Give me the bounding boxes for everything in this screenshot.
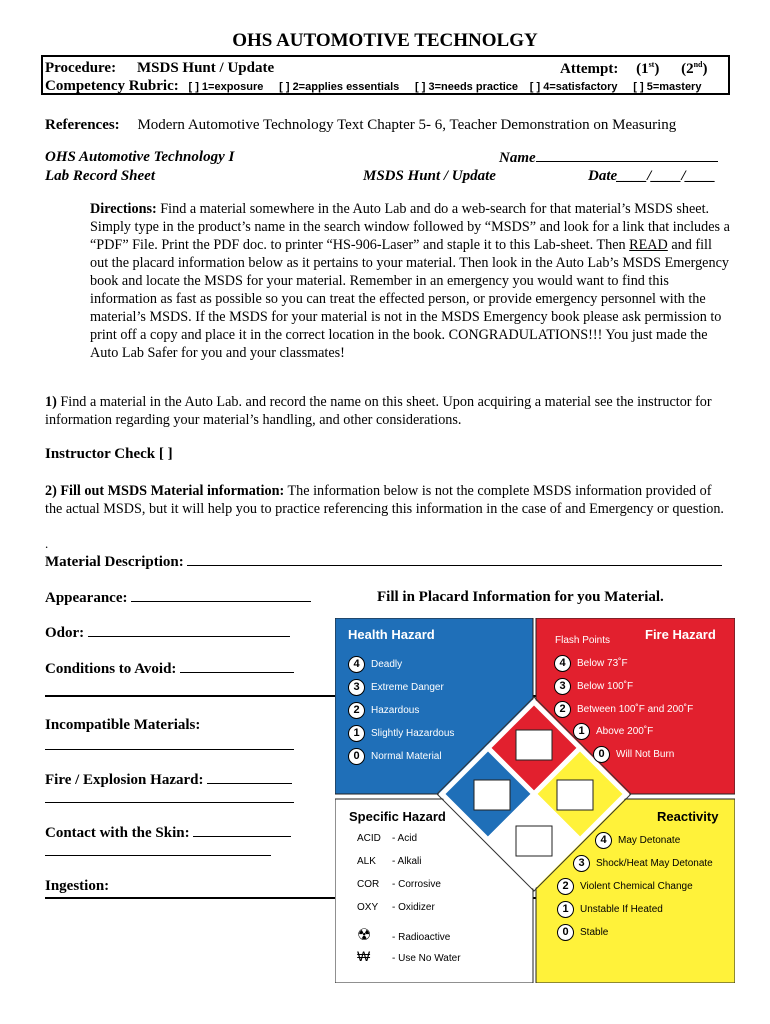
- appearance-field: [45, 589, 311, 607]
- skin-blank[interactable]: [193, 824, 291, 837]
- rubric-option-4[interactable]: [ ] 4=satisfactory: [529, 81, 618, 93]
- page-title: OHS AUTOMOTIVE TECHNOLGY: [232, 30, 538, 51]
- material-description-blank[interactable]: [187, 553, 722, 566]
- rubric-option-3[interactable]: [ ] 3=needs practice: [415, 81, 519, 93]
- reactivity-list-bottom: [557, 878, 693, 947]
- references-label: References:: [45, 117, 120, 133]
- rubric-option-5[interactable]: [ ] 5=mastery: [633, 81, 702, 93]
- reactivity-item: 1 Unstable If Heated: [557, 901, 693, 924]
- specific-item: OXY - Oxidizer: [357, 902, 435, 913]
- placard-reactivity-box[interactable]: [557, 780, 593, 810]
- odor-label: Odor:: [45, 625, 85, 641]
- fire-field: [45, 771, 292, 789]
- sheet-name: MSDS Hunt / Update: [363, 168, 496, 184]
- attempt-label: Attempt:: [560, 61, 619, 77]
- nfpa-panel: [335, 618, 735, 983]
- reactivity-list-top: [595, 832, 680, 855]
- reactivity-item: 0 Stable: [557, 924, 693, 947]
- step-1: [45, 393, 730, 429]
- step-2-text: The information below is not the complete MSDS information provided of the actual MSDS, but it will help you to practice referencing this information in the case of and Emergency or question.: [45, 483, 724, 517]
- procedure-value: MSDS Hunt / Update: [137, 60, 275, 76]
- specific-item: COR - Corrosive: [357, 879, 441, 890]
- incompatible-label: Incompatible Materials:: [45, 717, 201, 733]
- date-blank[interactable]: ____/____/____: [617, 168, 716, 184]
- references: [45, 117, 676, 134]
- health-title: Health Hazard: [348, 627, 435, 642]
- attempt-row: [560, 60, 708, 78]
- lab-record-sheet: Lab Record Sheet: [45, 168, 155, 184]
- directions-read: READ: [629, 237, 668, 253]
- specific-item: ₩ - Use No Water: [357, 948, 461, 964]
- odor-field: [45, 624, 290, 642]
- step-1-number: 1): [45, 394, 57, 410]
- references-text: Modern Automotive Technology Text Chapter 5- 6, Teacher Demonstration on Measuring: [137, 117, 677, 133]
- attempt-second[interactable]: (2nd): [681, 60, 708, 77]
- name-blank[interactable]: [536, 149, 718, 162]
- specific-item: ACID - Acid: [357, 833, 418, 844]
- material-description-field: [45, 553, 722, 571]
- appearance-label: Appearance:: [45, 590, 128, 606]
- fire-item: 4 Below 73˚F: [554, 655, 693, 678]
- specific-item: ALK - Alkali: [357, 856, 422, 867]
- material-description-label: Material Description:: [45, 554, 184, 570]
- fire-item: 1 Above 200˚F: [573, 723, 674, 746]
- fire-label: Fire / Explosion Hazard:: [45, 772, 204, 788]
- directions-paragraph: [90, 200, 730, 362]
- fire-item: 3 Below 100˚F: [554, 678, 693, 701]
- reactivity-title: Reactivity: [657, 809, 719, 824]
- directions-label: Directions:: [90, 201, 157, 217]
- health-item: 4 Deadly: [348, 656, 454, 679]
- directions-text-b: and fill out the placard information below as it pertains to your material. Then look in the Auto Lab’s MSDS Emergency book and locate the MSDS for your material. Remember in an emergency you would want to find this information as fast as possible so you can treat the effected person, or provide emergency personnel with the material’s MSDS. If the MSDS for your material is not in the MSDS Emergency book please ask permission to print off a copy and place it in the correct location in the book. CONGRADULATIONS!!! You just made the Auto Lab Safer for you and your classmates!: [90, 237, 729, 361]
- specific-list: [357, 833, 461, 971]
- fire-item: 2 Between 100˚F and 200˚F: [554, 701, 693, 724]
- rubric-option-2[interactable]: [ ] 2=applies essentials: [279, 81, 400, 93]
- health-list: [348, 656, 454, 771]
- health-item: 3 Extreme Danger: [348, 679, 454, 702]
- fire-item: 0 Will Not Burn: [593, 746, 674, 769]
- stray-dot: .: [45, 536, 49, 551]
- placard-heading: Fill in Placard Information for you Material.: [377, 589, 664, 605]
- placard-health-box[interactable]: [474, 780, 510, 810]
- reactivity-item: 2 Violent Chemical Change: [557, 878, 693, 901]
- radioactive-icon: ☢: [357, 927, 372, 944]
- reactivity-list-mid: [573, 855, 713, 878]
- health-item: 2 Hazardous: [348, 702, 454, 725]
- procedure-row: [45, 60, 274, 77]
- fire-title: Fire Hazard: [645, 627, 716, 642]
- date-label: Date: [588, 168, 618, 184]
- directions-text-a: Find a material somewhere in the Auto Lab and do a web-search for that material’s MSDS sheet. Simply type in the product’s name in the search window followed by “MSDS” and look for a link that includes a “PDF” File. Print the PDF doc. to printer “HS-906-Laser” and staple it to this Lab-sheet. Then: [90, 201, 730, 253]
- conditions-blank[interactable]: [180, 660, 294, 673]
- appearance-blank[interactable]: [131, 589, 311, 602]
- date-field: [588, 168, 716, 185]
- reactivity-item: 3 Shock/Heat May Detonate: [573, 855, 713, 878]
- step-1-text: Find a material in the Auto Lab. and record the name on this sheet. Upon acquiring a material see the instructor for information regarding your material’s handling, and other considerations.: [45, 394, 712, 428]
- odor-blank[interactable]: [88, 624, 290, 637]
- skin-blank-2[interactable]: [45, 855, 271, 856]
- step-2-label: 2) Fill out MSDS Material information:: [45, 483, 285, 499]
- health-item: 1 Slightly Hazardous: [348, 725, 454, 748]
- course-name: OHS Automotive Technology I: [45, 149, 235, 165]
- conditions-label: Conditions to Avoid:: [45, 661, 177, 677]
- rubric-option-1[interactable]: [ ] 1=exposure: [188, 81, 264, 93]
- no-water-icon: ₩: [357, 948, 371, 964]
- attempt-first[interactable]: (1st): [636, 60, 660, 77]
- fire-list-bottom: [573, 723, 674, 769]
- rubric-row: [45, 78, 701, 95]
- fire-blank[interactable]: [207, 771, 292, 784]
- instructor-check[interactable]: Instructor Check [ ]: [45, 446, 173, 462]
- health-item: 0 Normal Material: [348, 748, 454, 771]
- rubric-label: Competency Rubric:: [45, 78, 179, 94]
- specific-title: Specific Hazard: [349, 809, 446, 824]
- fire-subtitle: Flash Points: [555, 635, 611, 646]
- specific-item: ☢ - Radioactive: [357, 927, 451, 944]
- skin-label: Contact with the Skin:: [45, 825, 190, 841]
- conditions-field: [45, 660, 294, 678]
- incompatible-blank[interactable]: [45, 749, 294, 750]
- name-label: Name: [499, 150, 536, 166]
- procedure-label: Procedure:: [45, 60, 117, 76]
- ingestion-label: Ingestion:: [45, 878, 110, 894]
- fire-list-top: [554, 655, 693, 724]
- fire-blank-2[interactable]: [45, 802, 294, 803]
- reactivity-item: 4 May Detonate: [595, 832, 680, 855]
- step-2: [45, 482, 730, 518]
- name-field: [499, 149, 718, 167]
- skin-field: [45, 824, 291, 842]
- placard-fire-box[interactable]: [516, 730, 552, 760]
- placard-specific-box[interactable]: [516, 826, 552, 856]
